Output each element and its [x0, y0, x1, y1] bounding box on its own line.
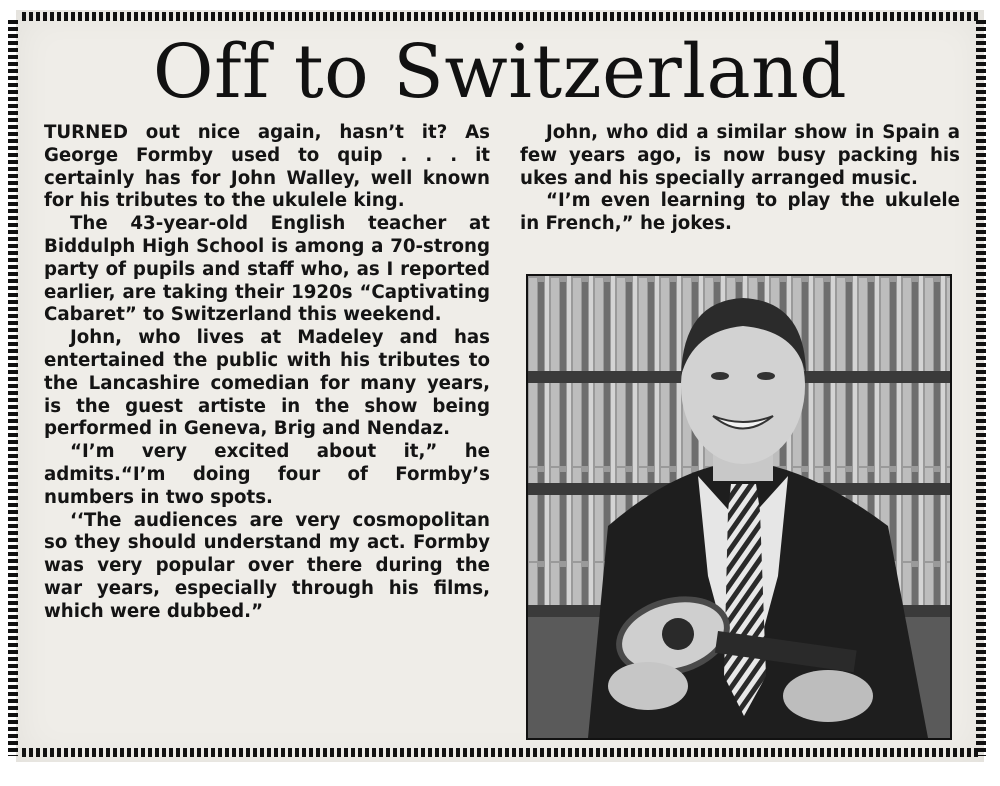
paragraph-6: John, who did a similar show in Spain a few years ago, is now busy packing his ukes and his specially arranged music. — [520, 122, 960, 189]
article-right-column — [520, 122, 960, 236]
left-dashed-border — [8, 20, 18, 756]
paragraph-7: “I’m even learning to play the ukulele in French,” he jokes. — [520, 190, 960, 235]
bottom-dashed-border — [22, 748, 980, 757]
photo-man-with-ukulele — [526, 274, 952, 740]
headline: Off to Switzerland — [152, 29, 848, 115]
article-left-column — [44, 122, 490, 624]
paragraph-2: The 43-year-old English teacher at Biddulph High School is among a 70-strong party of pupils and staff who, as I reported earlier, are taking their 1920s “Captivating Cabaret” to Switzerland this weekend. — [44, 213, 490, 326]
paragraph-4: “I’m very excited about it,” he admits.“I’m doing four of Formby’s numbers in two spots. — [44, 441, 490, 508]
photo-illustration — [528, 276, 950, 738]
paragraph-3: John, who lives at Madeley and has entertained the public with his tributes to the Lancashire comedian for many years, is the guest artiste in the show being performed in Geneva, Brig and Nendaz. — [44, 327, 490, 440]
right-dashed-border — [976, 20, 986, 756]
paragraph-1: TURNED out nice again, hasn’t it? As George Formby used to quip . . . it certainly has for John Walley, well known for his tributes to the ukulele king. — [44, 122, 490, 212]
paragraph-5: ‘‘The audiences are very cosmopolitan so they should understand my act. Formby was very popular over there during the war years, especially through his films, which were dubbed.” — [44, 509, 490, 622]
top-dashed-border — [22, 12, 980, 21]
